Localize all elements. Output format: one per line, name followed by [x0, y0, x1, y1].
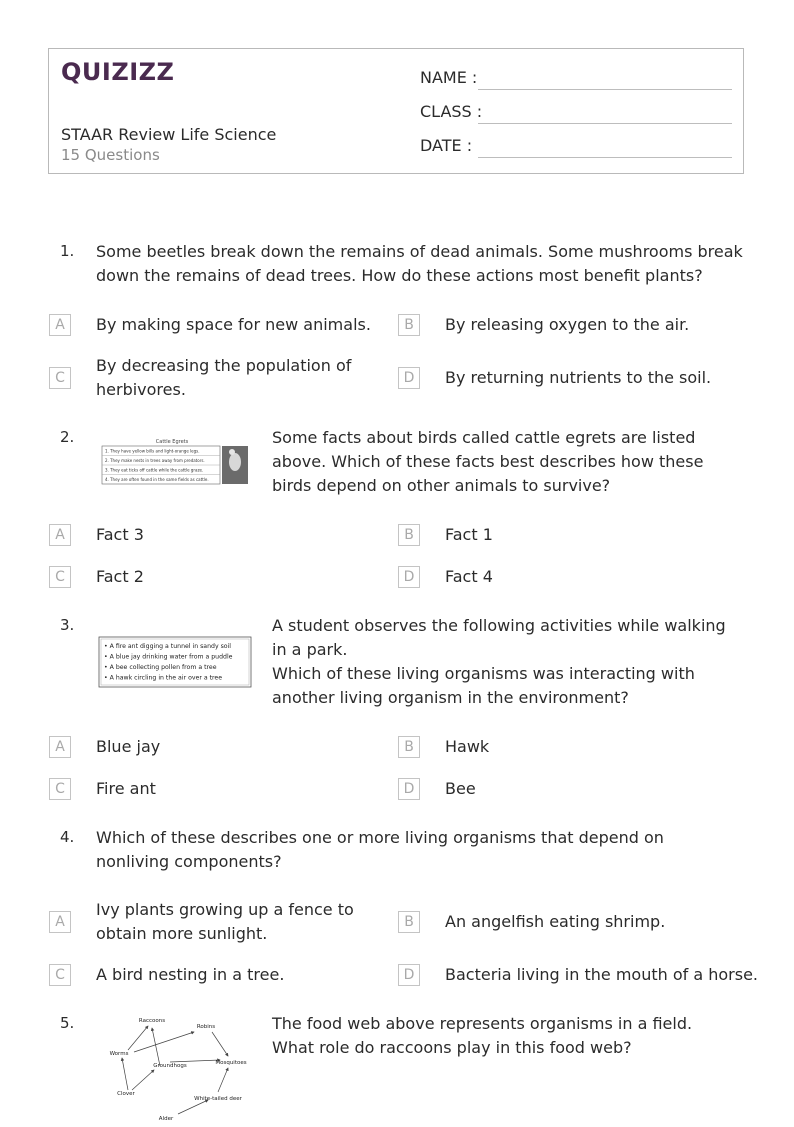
question-text: Some facts about birds called cattle egrets are listed above. Which of these facts best describes how these birds depend on other animals to survive? [272, 428, 704, 495]
image-title: Cattle Egrets [155, 439, 189, 445]
diagram-label: Robins [196, 1024, 216, 1030]
park-activities-image [98, 636, 252, 688]
class-line[interactable] [478, 123, 732, 124]
question-number: 4. [60, 828, 75, 846]
name-line[interactable] [478, 89, 732, 90]
option-letter[interactable]: B [398, 736, 420, 758]
question-text-line: What role do raccoons play in this food web? [272, 1038, 632, 1057]
option-letter[interactable]: C [49, 367, 71, 389]
worksheet-title: STAAR Review Life Science [61, 125, 277, 144]
question-number: 3. [60, 616, 75, 634]
image-line: 3. They eat ticks off cattle while the cattle graze. [105, 467, 204, 473]
diagram-label: Clover [117, 1091, 135, 1097]
diagram-label: Mosquitoes [215, 1060, 247, 1066]
option-letter[interactable]: D [398, 964, 420, 986]
option-text[interactable]: A bird nesting in a tree. [96, 965, 285, 984]
option-text[interactable]: Fire ant [96, 779, 156, 798]
image-line: • A fire ant digging a tunnel in sandy soil [104, 643, 232, 650]
question-text: Which of these describes one or more living organisms that depend on nonliving components? [96, 828, 664, 871]
option-text[interactable]: By making space for new animals. [96, 315, 371, 334]
option-letter[interactable]: A [49, 524, 71, 546]
option-text[interactable]: By returning nutrients to the soil. [445, 368, 712, 387]
option-text[interactable]: Blue jay [96, 737, 161, 756]
question-number: 5. [60, 1014, 75, 1032]
option-text[interactable]: Fact 4 [445, 567, 493, 586]
option-letter[interactable]: D [398, 778, 420, 800]
option-text[interactable]: By decreasing the population of herbivores. [96, 356, 352, 399]
option-letter[interactable]: D [398, 566, 420, 588]
question-number: 2. [60, 428, 75, 446]
cattle-egrets-table-image [100, 432, 250, 490]
option-text[interactable]: Fact 3 [96, 525, 144, 544]
image-line: 4. They are often found in the same fields as cattle. [105, 477, 209, 482]
quizizz-logo: QUIZIZZ [61, 58, 175, 86]
image-line: 1. They have yellow bills and light-orange legs. [105, 448, 200, 454]
date-line[interactable] [478, 157, 732, 158]
question-text-line: Which of these living organisms was interacting with another living organism in the environment? [272, 664, 695, 707]
diagram-label: Raccoons [138, 1018, 166, 1024]
diagram-label: Worms [109, 1051, 129, 1057]
image-line: 2. They make nests in trees away from predators. [105, 458, 205, 463]
diagram-label: Alder [158, 1116, 174, 1122]
option-letter[interactable]: B [398, 911, 420, 933]
option-text[interactable]: Fact 1 [445, 525, 493, 544]
option-letter[interactable]: A [49, 736, 71, 758]
image-line: • A blue jay drinking water from a puddle [104, 653, 233, 661]
option-text[interactable]: Hawk [445, 737, 490, 756]
option-text[interactable]: Bee [445, 779, 476, 798]
option-text[interactable]: By releasing oxygen to the air. [445, 315, 690, 334]
name-label: NAME : [420, 68, 478, 87]
question-text: Some beetles break down the remains of dead animals. Some mushrooms break down the remains of dead trees. How do these actions most benefit plants? [96, 242, 743, 285]
question-number: 1. [60, 242, 75, 260]
diagram-label: White-tailed deer [194, 1096, 242, 1102]
option-letter[interactable]: B [398, 524, 420, 546]
food-web-diagram [100, 1010, 260, 1123]
option-letter[interactable]: B [398, 314, 420, 336]
option-letter[interactable]: A [49, 911, 71, 933]
question-text-line: The food web above represents organisms in a field. [272, 1014, 693, 1033]
option-text[interactable]: Fact 2 [96, 567, 144, 586]
image-line: • A bee collecting pollen from a tree [104, 664, 217, 671]
option-letter[interactable]: D [398, 367, 420, 389]
option-letter[interactable]: C [49, 778, 71, 800]
date-label: DATE : [420, 136, 473, 155]
image-line: • A hawk circling in the air over a tree [104, 674, 223, 682]
option-text[interactable]: Bacteria living in the mouth of a horse. [445, 965, 758, 984]
option-letter[interactable]: C [49, 964, 71, 986]
diagram-label: Groundhogs [153, 1063, 187, 1069]
question-text-line: A student observes the following activities while walking in a park. [272, 616, 726, 659]
option-letter[interactable]: C [49, 566, 71, 588]
option-letter[interactable]: A [49, 314, 71, 336]
class-label: CLASS : [420, 102, 483, 121]
question-count: 15 Questions [61, 146, 160, 164]
option-text[interactable]: Ivy plants growing up a fence to obtain more sunlight. [96, 900, 354, 943]
option-text[interactable]: An angelfish eating shrimp. [445, 912, 666, 931]
